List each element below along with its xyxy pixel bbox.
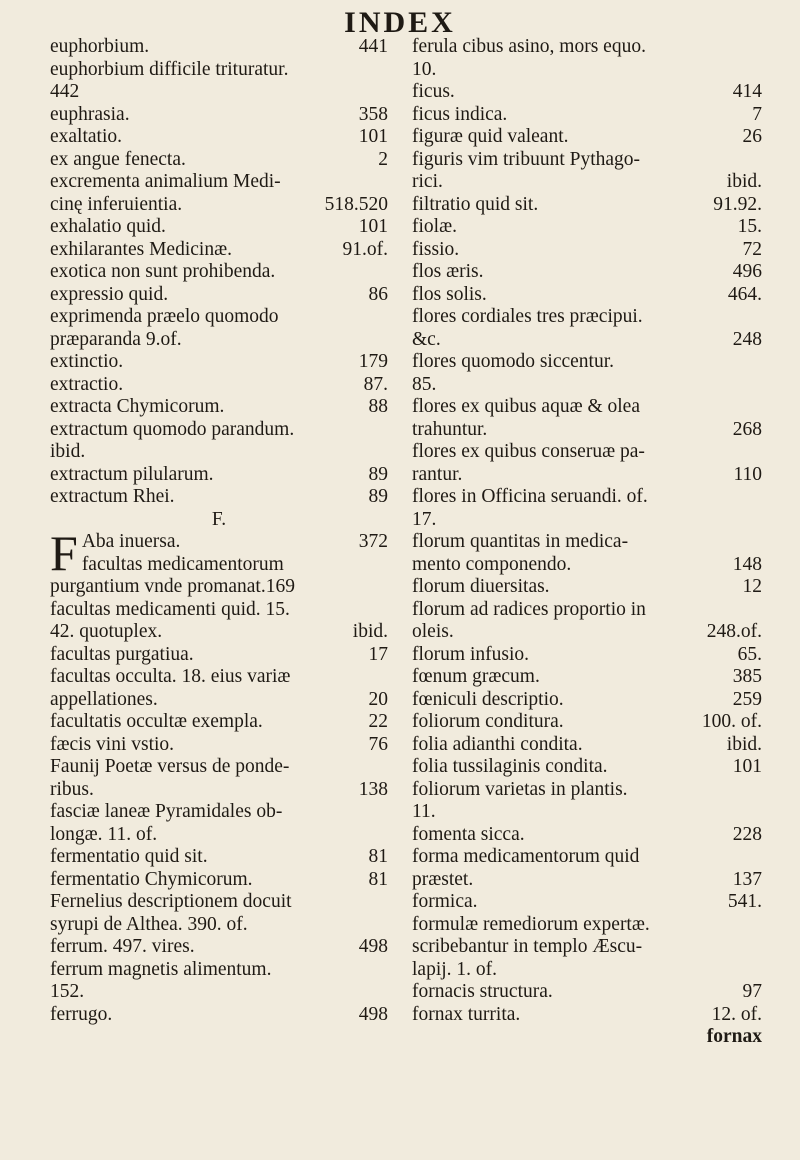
index-entry — [50, 306, 388, 329]
entry-term: trahuntur. — [412, 418, 488, 440]
entry-term: folia tussilaginis condita. — [412, 756, 608, 777]
entry-term: exhalatio quid. — [50, 216, 166, 237]
index-entry — [412, 779, 762, 802]
entry-continuation: 442 — [50, 81, 80, 102]
index-entry — [412, 126, 762, 149]
index-entry — [412, 329, 762, 352]
entry-term: exaltatio. — [50, 126, 123, 147]
index-entry — [412, 149, 762, 172]
entry-page: 12. of. — [711, 1003, 762, 1025]
entry-term: flores ex quibus conseruæ pa- — [412, 441, 645, 462]
entry-term: florum quantitas in medica- — [412, 531, 629, 552]
index-entry — [50, 779, 388, 802]
index-entry — [50, 261, 388, 284]
entry-page: 138 — [358, 778, 388, 800]
entry-term: extractum pilularum. — [50, 463, 214, 485]
entry-term: fasciæ laneæ Pyramidales ob- — [50, 801, 283, 822]
index-entry — [412, 621, 762, 644]
entry-page: 498 — [358, 936, 388, 957]
entry-page: 101 — [358, 216, 388, 237]
entry-page: 464. — [727, 283, 762, 305]
entry-page: 22 — [368, 711, 388, 732]
section-letter: F. — [211, 508, 227, 530]
index-entry — [50, 59, 388, 82]
index-entry — [412, 644, 762, 667]
entry-page: 268 — [732, 418, 762, 440]
entry-term: florum diuersitas. — [412, 576, 550, 597]
entry-page: 7 — [752, 103, 762, 125]
entry-term: lapij. 1. of. — [412, 958, 498, 980]
index-entry — [50, 351, 388, 374]
entry-page: 89 — [368, 463, 388, 485]
entry-page: 88 — [368, 396, 388, 417]
entry-continuation: 17. — [412, 508, 437, 530]
entry-page: 65. — [737, 643, 762, 665]
index-entry — [50, 846, 388, 869]
index-entry — [50, 959, 388, 982]
entry-term: ex angue fenecta. — [50, 148, 186, 170]
entry-term: syrupi de Althea. 390. of. — [50, 913, 248, 935]
index-entry — [412, 599, 762, 622]
index-entry — [50, 891, 388, 914]
index-entry — [50, 486, 388, 509]
entry-term: facultas occulta. 18. eius variæ — [50, 666, 291, 687]
index-entry — [412, 239, 762, 262]
entry-term: formica. — [412, 891, 478, 912]
index-entry — [412, 81, 762, 104]
entry-term: Fernelius descriptionem docuit — [50, 891, 292, 912]
index-entry — [412, 914, 762, 937]
entry-term: fermentatio quid sit. — [50, 846, 208, 867]
entry-page: 385 — [732, 666, 762, 687]
entry-term: ferula cibus asino, mors equo. — [412, 36, 646, 57]
entry-page: 15. — [737, 216, 762, 237]
index-entry — [50, 599, 388, 622]
index-entry — [412, 959, 762, 982]
entry-term: ferrum magnetis alimentum. — [50, 958, 272, 980]
entry-term: fomenta sicca. — [412, 823, 525, 845]
index-entry — [412, 194, 762, 217]
entry-page: 248.of. — [706, 621, 762, 642]
index-entry — [412, 104, 762, 127]
entry-term: extractio. — [50, 373, 124, 395]
entry-page: 72 — [742, 238, 762, 260]
index-entry — [412, 419, 762, 442]
entry-page: 358 — [358, 103, 388, 125]
entry-page: 414 — [732, 81, 762, 102]
entry-page: ibid. — [726, 733, 762, 755]
index-entry — [412, 441, 762, 464]
entry-page: 248 — [732, 328, 762, 350]
entry-term: facultas purgatiua. — [50, 643, 194, 665]
entry-continuation: 152. — [50, 981, 85, 1002]
entry-term: flos solis. — [412, 283, 487, 305]
entry-term: oleis. — [412, 621, 454, 642]
entry-term: exhilarantes Medicinæ. — [50, 238, 232, 260]
entry-page: 12 — [742, 576, 762, 597]
index-entry — [412, 284, 762, 307]
index-entry — [412, 351, 762, 374]
entry-page: 179 — [358, 351, 388, 372]
entry-term: &c. — [412, 328, 441, 350]
entry-term: Faunij Poetæ versus de ponde- — [50, 756, 290, 777]
entry-term: appellationes. — [50, 688, 158, 710]
index-entry — [412, 734, 762, 757]
index-entry — [50, 171, 388, 194]
index-entry — [50, 239, 388, 262]
entry-continuation: 85. — [412, 373, 437, 395]
dropcap-block — [50, 525, 388, 581]
entry-term: facultatis occultæ exempla. — [50, 711, 263, 732]
index-entry — [50, 216, 388, 239]
entry-continuation: 10. — [412, 58, 437, 80]
entry-page: 87. — [363, 373, 388, 395]
entry-term: fiolæ. — [412, 216, 457, 237]
entry-page: 17 — [368, 643, 388, 665]
entry-term: ficus indica. — [412, 103, 508, 125]
entry-continuation: ibid. — [50, 441, 86, 462]
entry-page: ibid. — [726, 171, 762, 192]
entry-term: fæcis vini vstio. — [50, 733, 175, 755]
entry-term: flores ex quibus aquæ & olea — [412, 396, 640, 417]
entry-term: fornacis structura. — [412, 981, 553, 1002]
index-entry — [50, 104, 388, 127]
index-entry — [50, 194, 388, 217]
index-entry — [412, 36, 762, 59]
entry-term: figuris vim tribuunt Pythago- — [412, 148, 641, 170]
entry-page: 86 — [368, 283, 388, 305]
entry-term: ribus. — [50, 778, 94, 800]
entry-page: 76 — [368, 733, 388, 755]
right-column — [412, 36, 762, 1049]
index-entry — [412, 666, 762, 689]
entry-continuation: 11. — [412, 801, 436, 822]
index-entry — [412, 396, 762, 419]
entry-page: 372 — [358, 531, 388, 552]
index-entry — [50, 126, 388, 149]
index-entry — [50, 1004, 388, 1027]
index-entry — [50, 396, 388, 419]
entry-page: 101 — [732, 756, 762, 777]
entry-term: mento componendo. — [412, 553, 572, 575]
entry-page: 518.520 — [324, 193, 388, 215]
index-entry — [412, 486, 762, 509]
index-entry — [412, 824, 762, 847]
entry-term: rici. — [412, 171, 443, 192]
entry-term: flores cordiales tres præcipui. — [412, 306, 643, 327]
entry-page: 137 — [732, 868, 762, 890]
page-header: INDEX — [344, 6, 456, 39]
index-entry — [50, 936, 388, 959]
entry-term: formulæ remediorum expertæ. — [412, 913, 650, 935]
index-entry — [412, 464, 762, 487]
entry-continuation: purgantium vnde promanat.169 — [50, 576, 295, 597]
index-entry — [50, 284, 388, 307]
index-entry — [412, 711, 762, 734]
entry-page: 541. — [727, 891, 762, 912]
dropcap: F — [50, 525, 78, 581]
index-entry — [50, 464, 388, 487]
entry-page: 148 — [732, 553, 762, 575]
entry-term: scribebantur in templo Æscu- — [412, 936, 643, 957]
index-entry — [412, 1004, 762, 1027]
index-entry — [412, 171, 762, 194]
entry-term: euphorbium. — [50, 36, 150, 57]
index-entry — [412, 846, 762, 869]
entry-page: 26 — [742, 126, 762, 147]
index-entry — [50, 734, 388, 757]
entry-term: fissio. — [412, 238, 460, 260]
entry-term: flores in Officina seruandi. of. — [412, 486, 648, 507]
entry-term: fermentatio Chymicorum. — [50, 868, 253, 890]
index-entry — [50, 149, 388, 172]
entry-page: ibid. — [352, 621, 388, 642]
entry-term: extracta Chymicorum. — [50, 396, 225, 417]
entry-term: extinctio. — [50, 351, 124, 372]
entry-term: exprimenda præelo quomodo — [50, 306, 279, 327]
entry-term: extractum Rhei. — [50, 486, 175, 507]
entry-page: 89 — [368, 486, 388, 507]
entry-term: præstet. — [412, 868, 474, 890]
entry-term: cinę inferuientia. — [50, 193, 183, 215]
entry-page: 20 — [368, 688, 388, 710]
entry-term: facultas medicamenti quid. 15. — [50, 598, 290, 620]
entry-term: fœniculi descriptio. — [412, 688, 564, 710]
entry-term: figuræ quid valeant. — [412, 126, 569, 147]
entry-page: 441 — [358, 36, 388, 57]
index-entry — [412, 891, 762, 914]
entry-page: 91.of. — [342, 238, 388, 260]
entry-term: excrementa animalium Medi- — [50, 171, 281, 192]
index-entry — [50, 374, 388, 397]
entry-term: fœnum græcum. — [412, 666, 540, 687]
index-entry — [412, 981, 762, 1004]
entry-continuation: longæ. 11. of. — [50, 823, 158, 845]
entry-term: Aba inuersa. — [81, 531, 181, 552]
entry-page: 228 — [732, 823, 762, 845]
index-entry — [412, 869, 762, 892]
entry-term: ferrugo. — [50, 1003, 113, 1025]
entry-term: folia adianthi condita. — [412, 733, 583, 755]
entry-term: ferrum. 497. vires. — [50, 936, 195, 957]
entry-term: filtratio quid sit. — [412, 193, 539, 215]
index-entry — [50, 914, 388, 937]
index-entry — [50, 621, 388, 644]
entry-page: 97 — [742, 981, 762, 1002]
entry-term: fornax turrita. — [412, 1003, 521, 1025]
index-entry — [412, 576, 762, 599]
entry-term: rantur. — [412, 463, 463, 485]
entry-term: facultas medicamentorum — [81, 553, 284, 575]
entry-page: 100. of. — [701, 711, 762, 732]
index-entry — [50, 644, 388, 667]
index-entry — [50, 666, 388, 689]
left-column — [50, 36, 388, 1026]
index-entry — [82, 554, 388, 577]
entry-continuation: præparanda 9.of. — [50, 328, 182, 350]
entry-page: 259 — [732, 688, 762, 710]
entry-page: 110 — [733, 463, 762, 485]
index-entry — [50, 689, 388, 712]
index-entry — [50, 36, 388, 59]
entry-term: florum ad radices proportio in — [412, 598, 646, 620]
entry-page: 81 — [368, 846, 388, 867]
entry-term: euphrasia. — [50, 103, 130, 125]
index-entry — [412, 306, 762, 329]
index-entry — [50, 756, 388, 779]
index-entry — [412, 216, 762, 239]
entry-term: ficus. — [412, 81, 455, 102]
entry-term: flores quomodo siccentur. — [412, 351, 614, 372]
index-entry — [412, 756, 762, 779]
entry-term: exotica non sunt prohibenda. — [50, 261, 276, 282]
entry-term: foliorum conditura. — [412, 711, 564, 732]
entry-page: 2 — [378, 148, 388, 170]
index-entry — [82, 531, 388, 554]
entry-term: flos æris. — [412, 261, 484, 282]
index-entry — [412, 531, 762, 554]
entry-term: euphorbium difficile trituratur. — [50, 58, 289, 80]
entry-term: expressio quid. — [50, 283, 169, 305]
entry-term: extractum quomodo parandum. — [50, 418, 295, 440]
index-entry — [412, 936, 762, 959]
entry-page: 498 — [358, 1003, 388, 1025]
entry-term: 42. quotuplex. — [50, 621, 163, 642]
index-entry — [50, 801, 388, 824]
index-entry — [50, 419, 388, 442]
entry-term: florum infusio. — [412, 643, 529, 665]
entry-page: 81 — [368, 868, 388, 890]
entry-term: forma medicamentorum quid — [412, 846, 640, 867]
entry-page: 101 — [358, 126, 388, 147]
catchword: fornax — [706, 1026, 762, 1047]
index-entry — [50, 869, 388, 892]
entry-term: foliorum varietas in plantis. — [412, 778, 628, 800]
index-entry — [412, 689, 762, 712]
index-entry — [50, 711, 388, 734]
index-entry — [412, 554, 762, 577]
entry-page: 91.92. — [713, 193, 762, 215]
index-entry — [412, 261, 762, 284]
entry-page: 496 — [732, 261, 762, 282]
